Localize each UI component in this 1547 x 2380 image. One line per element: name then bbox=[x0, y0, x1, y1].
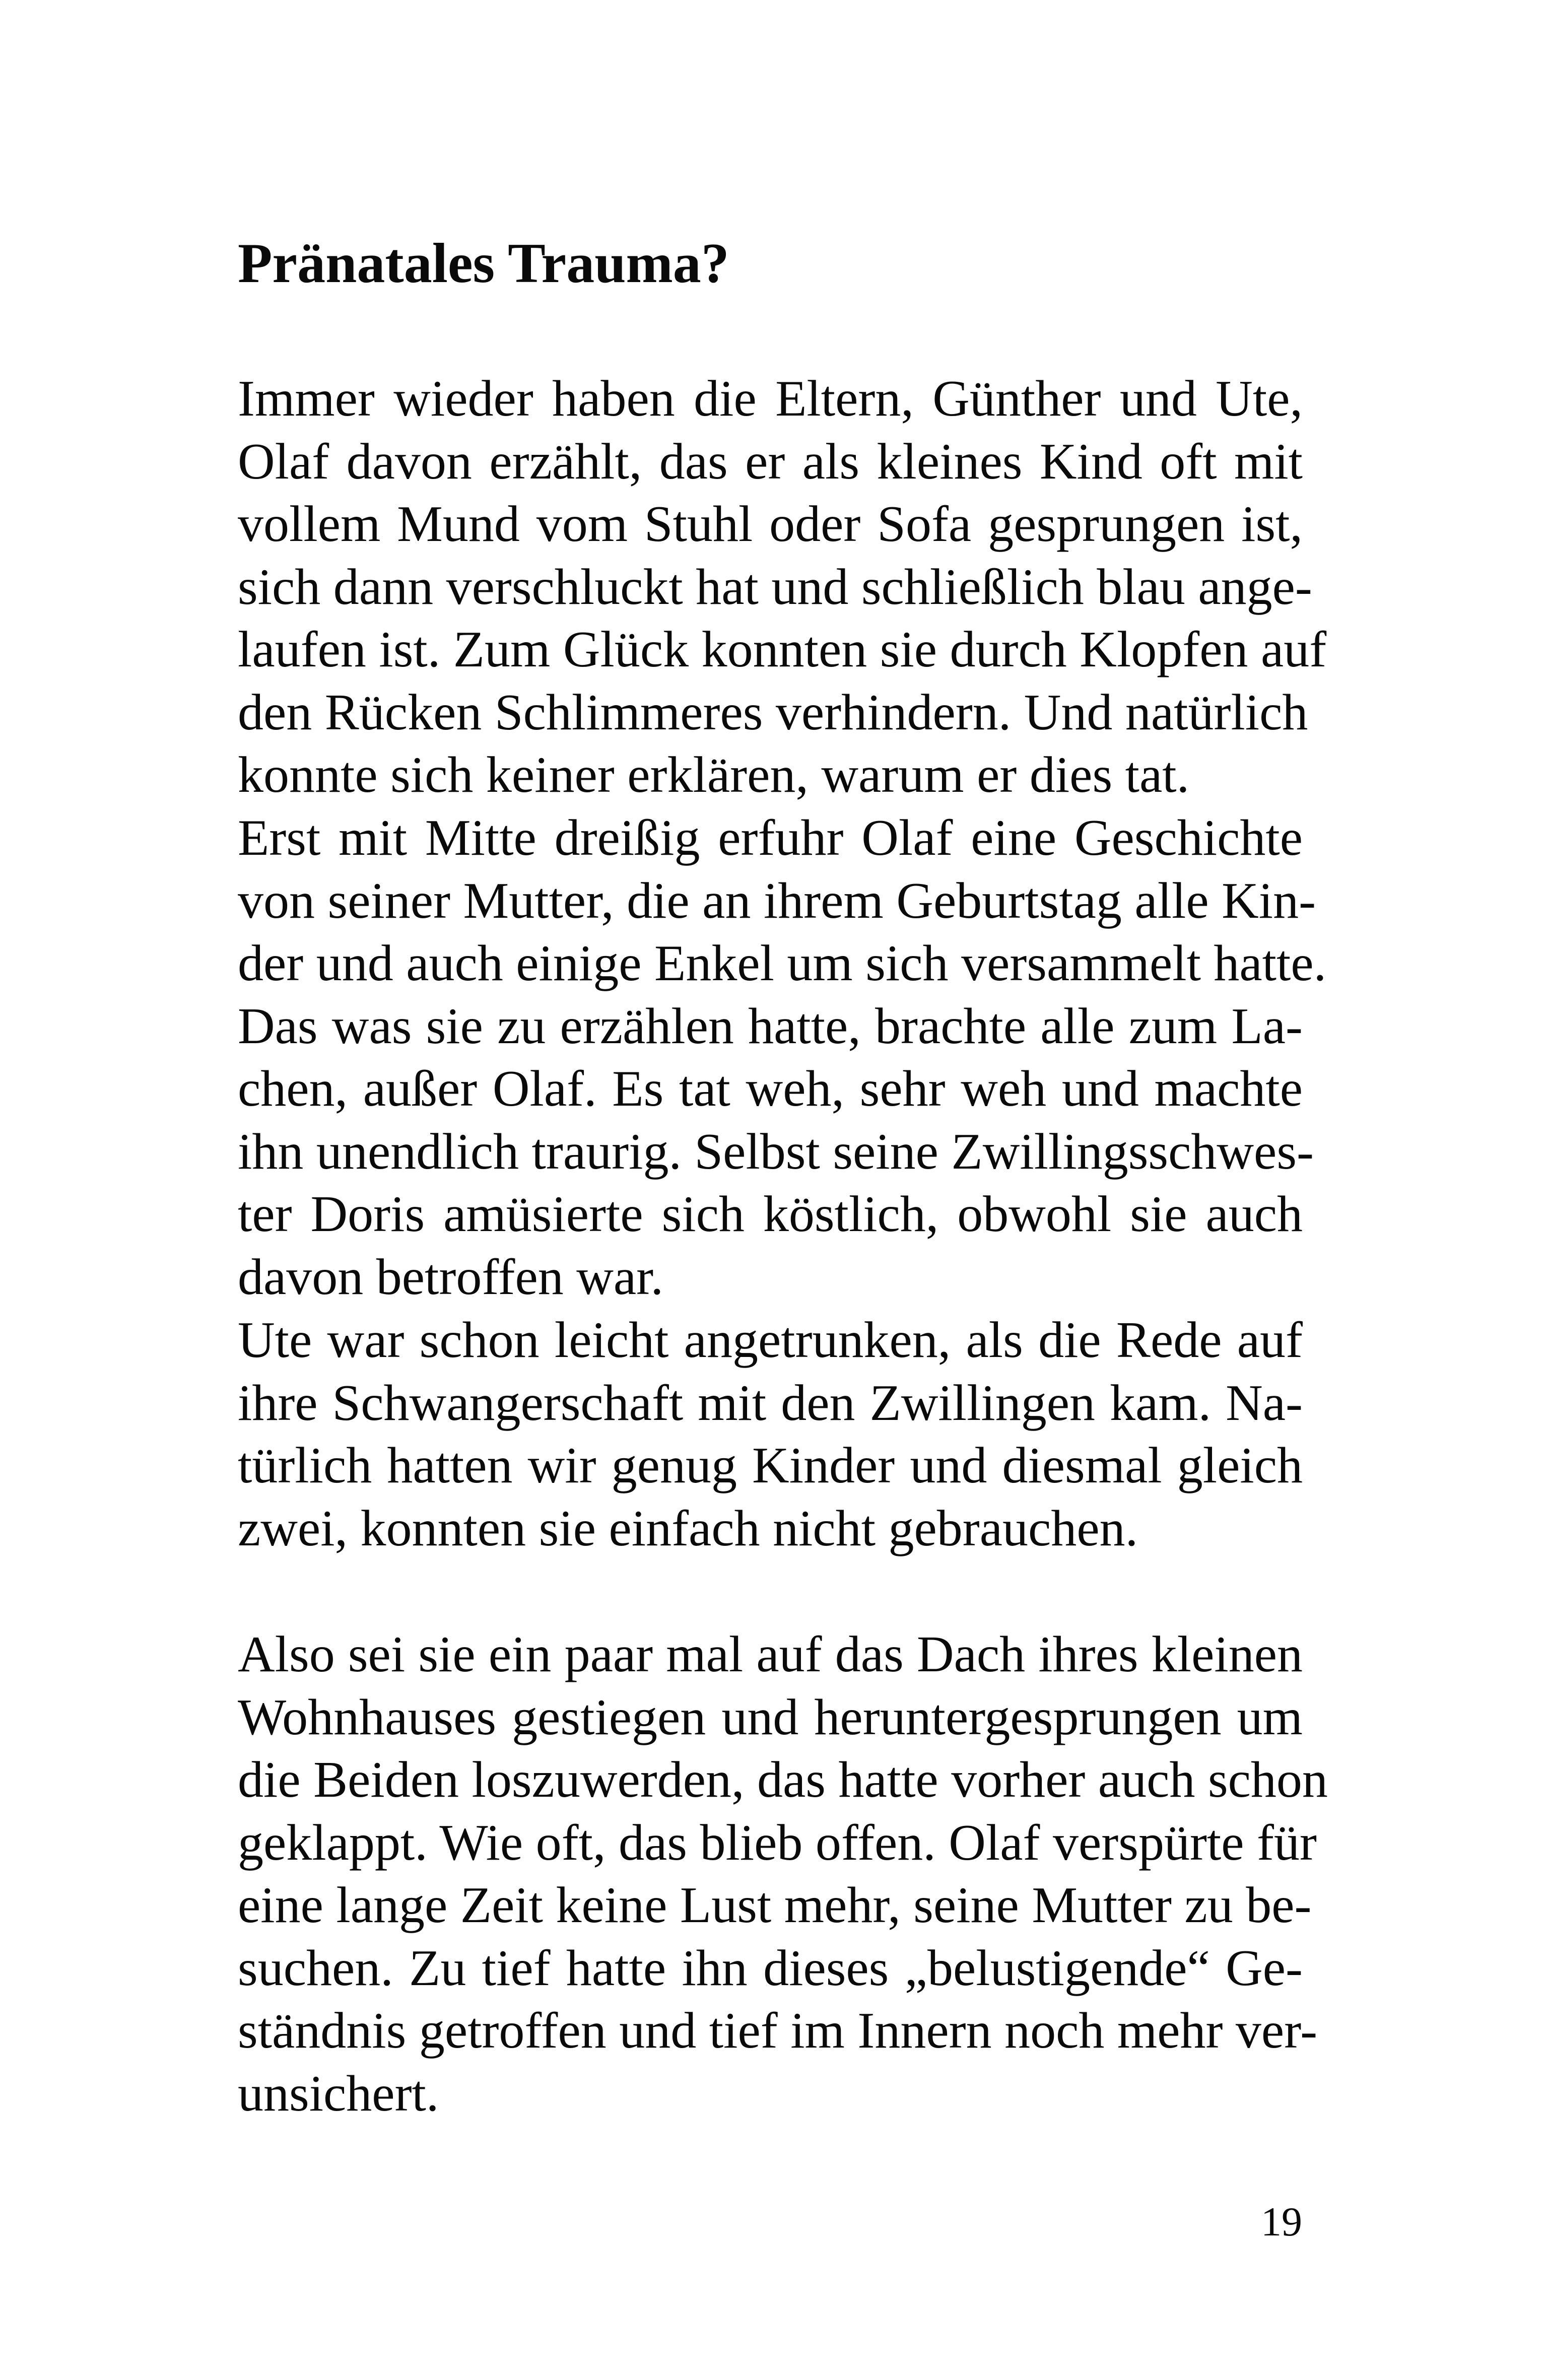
text-line: eine lange Zeit keine Lust mehr, seine Mutter zu be- bbox=[238, 1877, 1312, 1934]
text-line: von seiner Mutter, die an ihrem Geburtstag alle Kin- bbox=[238, 872, 1316, 929]
text-line: sich dann verschluckt hat und schließlich blau ange- bbox=[238, 558, 1312, 616]
text-line: zwei, konnten sie einfach nicht gebrauchen. bbox=[238, 1500, 1138, 1557]
text-line: Wohnhauses gestiegen und heruntergesprungen um bbox=[238, 1688, 1303, 1746]
text-line: chen, außer Olaf. Es tat weh, sehr weh und machte bbox=[238, 1060, 1303, 1117]
text-line: Das was sie zu erzählen hatte, brachte alle zum La- bbox=[238, 997, 1303, 1055]
text-line: Ute war schon leicht angetrunken, als die Rede auf bbox=[238, 1312, 1303, 1369]
text-line: ständnis getroffen und tief im Innern noch mehr ver- bbox=[238, 2002, 1318, 2059]
text-line: die Beiden loszuwerden, das hatte vorher auch schon bbox=[238, 1751, 1328, 1808]
text-line: der und auch einige Enkel um sich versammelt hatte. bbox=[238, 935, 1327, 992]
page-number: 19 bbox=[1261, 2199, 1302, 2245]
paragraph-3 bbox=[238, 1309, 1303, 1560]
paragraph-2 bbox=[238, 807, 1327, 1309]
text-line: unsichert. bbox=[238, 2065, 439, 2122]
text-line: ihre Schwangerschaft mit den Zwillingen kam. Na- bbox=[238, 1374, 1303, 1432]
text-line: Immer wieder haben die Eltern, Günther und Ute, bbox=[238, 370, 1303, 427]
text-line: Olaf davon erzählt, das er als kleines Kind oft mit bbox=[238, 433, 1303, 490]
text-line: türlich hatten wir genug Kinder und diesmal gleich bbox=[238, 1437, 1303, 1494]
text-line: geklappt. Wie oft, das blieb offen. Olaf verspürte für bbox=[238, 1814, 1317, 1871]
text-line: konnte sich keiner erklären, warum er dies tat. bbox=[238, 746, 1190, 803]
text-line: Also sei sie ein paar mal auf das Dach ihres kleinen bbox=[238, 1626, 1303, 1683]
paragraph-1 bbox=[238, 368, 1327, 807]
text-line: laufen ist. Zum Glück konnten sie durch Klopfen auf bbox=[238, 621, 1327, 678]
text-line: ter Doris amüsierte sich köstlich, obwohl sie auch bbox=[238, 1186, 1303, 1243]
text-line: Erst mit Mitte dreißig erfuhr Olaf eine Geschichte bbox=[238, 809, 1303, 866]
chapter-title: Pränatales Trauma? bbox=[238, 232, 729, 295]
paragraph-4 bbox=[238, 1623, 1328, 2125]
text-line: davon betroffen war. bbox=[238, 1248, 663, 1306]
text-line: den Rücken Schlimmeres verhindern. Und natürlich bbox=[238, 684, 1308, 741]
text-line: vollem Mund vom Stuhl oder Sofa gesprungen ist, bbox=[238, 496, 1303, 553]
text-line: suchen. Zu tief hatte ihn dieses „belustigende“ Ge- bbox=[238, 1939, 1303, 1997]
text-line: ihn unendlich traurig. Selbst seine Zwillingsschwes- bbox=[238, 1123, 1314, 1180]
